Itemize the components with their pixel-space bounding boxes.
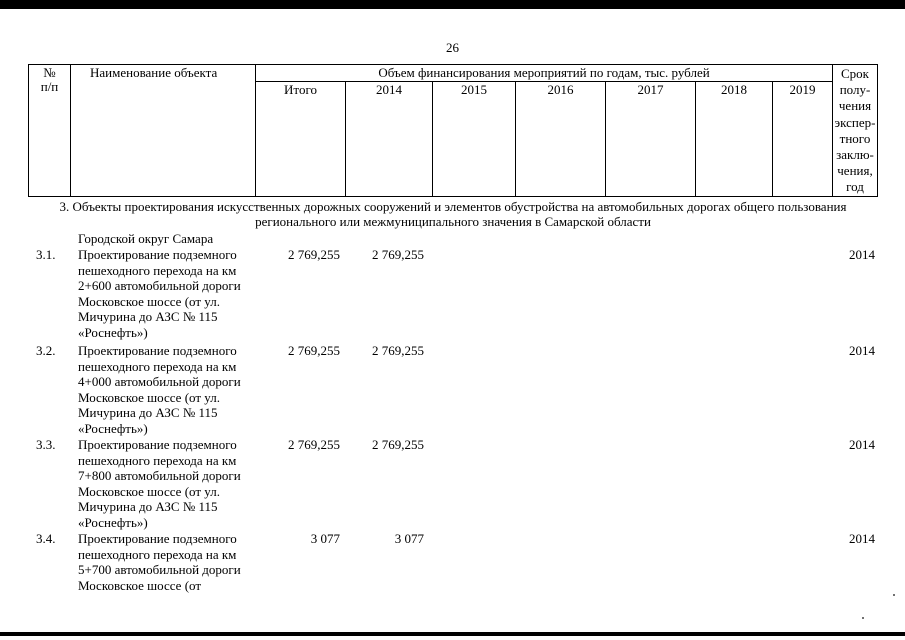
row-object-name: Проектирование подземного пешеходного перехода на км 5+700 автомобильной дороги Московское шоссе (от [78,531,241,593]
page-number: 26 [446,40,459,55]
col-line-2017 [695,81,696,197]
header-year-2016: 2016 [547,82,574,97]
header-srok: Срок полу- чения экспер- тного заклю- чения, год [834,66,876,195]
row-number: 3.1. [36,247,56,262]
row-number: 3.2. [36,343,56,358]
col-line-2015 [515,81,516,197]
header-year-2017: 2017 [637,82,664,97]
row-2014-value: 2 769,255 [372,247,424,262]
row-object-name: Проектирование подземного пешеходного перехода на км 7+800 автомобильной дороги Московское шоссе (от ул. Мичурина до АЗС № 115 «Роснефть») [78,437,241,530]
district-subheading: Городской округ Самара [78,231,214,246]
row-total: 2 769,255 [288,437,340,452]
header-bottom-line [28,196,878,197]
row-total: 3 077 [310,531,340,546]
header-year-2014: 2014 [376,82,402,97]
row-object-name: Проектирование подземного пешеходного перехода на км 2+600 автомобильной дороги Московское шоссе (от ул. Мичурина до АЗС № 115 «Роснефть») [78,247,241,340]
scan-speck [893,594,895,596]
header-year-2019: 2019 [789,82,816,97]
row-srok: 2014 [849,531,875,546]
col-line-num [70,64,71,197]
row-2014-value: 2 769,255 [372,343,424,358]
row-total: 2 769,255 [288,247,340,262]
col-line-2016 [605,81,606,197]
header-year-total: Итого [284,82,317,97]
col-line-2014 [432,81,433,197]
row-total: 2 769,255 [288,343,340,358]
row-2014-value: 3 077 [394,531,424,546]
row-2014-value: 2 769,255 [372,437,424,452]
col-line-total [345,81,346,197]
row-srok: 2014 [849,247,875,262]
col-line-right [877,64,878,197]
header-funding: Объем финансирования мероприятий по годам, тыс. рублей [378,65,710,80]
top-border-bar [0,0,905,9]
header-year-2018: 2018 [721,82,747,97]
row-object-name: Проектирование подземного пешеходного перехода на км 4+000 автомобильной дороги Московское шоссе (от ул. Мичурина до АЗС № 115 «Роснефть») [78,343,241,436]
header-num: № п/п [40,65,59,94]
bottom-border-bar [0,632,905,636]
col-line-2018 [772,81,773,197]
row-srok: 2014 [849,437,875,452]
row-srok: 2014 [849,343,875,358]
section-title: 3. Объекты проектирования искусственных дорожных сооружений и элементов обустройства на автомобильных дорогах общего пользования регионального или межмуниципального значения в Самарской области [59,199,847,229]
row-number: 3.4. [36,531,56,546]
header-name: Наименование объекта [90,65,218,80]
header-year-2015: 2015 [461,82,487,97]
row-number: 3.3. [36,437,56,452]
scan-speck [862,617,864,619]
